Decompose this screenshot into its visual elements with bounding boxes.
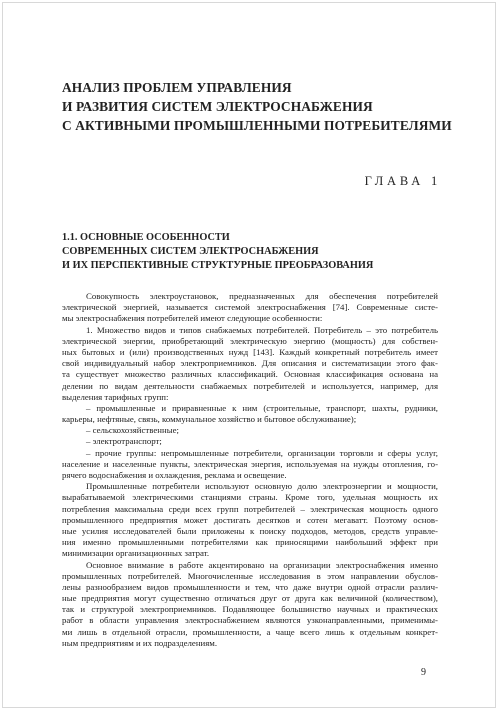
body-text	[62, 291, 438, 649]
text-line: выделения тарифных групп:	[62, 391, 169, 402]
text-line: – промышленные и приравненные к ним (строительные, транспорт, шахты, рудники,	[86, 402, 438, 413]
text-line: ным предприятиям и их подразделениям.	[62, 637, 218, 648]
section-title-line: 1.1. ОСНОВНЫЕ ОСОБЕННОСТИ	[62, 232, 230, 243]
text-line: промышленных потребителей. Многочисленные исследования в этом направлении обуслов-	[62, 570, 438, 581]
text-line: промышленного предприятия может достигать десятков и сотен мегаватт. Поэтому основ-	[62, 514, 438, 525]
text-line: 1. Множество видов и типов снабжаемых потребителей. Потребитель – это потребитель	[86, 324, 438, 335]
text-line: население и населенные пункты, электрическая энергия, используемая на нужды отопления, го-	[62, 458, 438, 469]
chapter-title	[62, 78, 452, 135]
text-line: потребления максимальна среди всех групп потребителей – электрическая мощность одного	[62, 503, 438, 514]
text-line: та существует множество различных классификаций. Основная классификация основана на	[62, 369, 438, 380]
text-line: работ в области управления электроснабжением являются узконаправленными, применимы-	[62, 615, 438, 626]
text-line: свой индивидуальный набор электроприемников. Для описания и систематизации этого фак-	[62, 358, 438, 369]
text-line: так и структурой электроприемников. Подавляющее большинство научных и практических	[62, 604, 438, 615]
text-line: – электротранспорт;	[86, 436, 162, 447]
page-number: 9	[421, 667, 426, 678]
text-line: карьеры, нефтяные, связь, коммунальное хозяйство и бытовое обслуживание);	[62, 414, 357, 425]
text-line: делении по видам деятельности снабжаемых потребителей и используется, например, для	[62, 380, 438, 391]
text-line: минимизации организационных затрат.	[62, 548, 210, 559]
chapter-title-line: АНАЛИЗ ПРОБЛЕМ УПРАВЛЕНИЯ	[62, 80, 292, 95]
chapter-title-line: С АКТИВНЫМИ ПРОМЫШЛЕННЫМИ ПОТРЕБИТЕЛЯМИ	[62, 118, 452, 133]
text-line: Основное внимание в работе акцентировано на организации электроснабжения именно	[86, 559, 438, 570]
section-title	[62, 231, 442, 273]
text-line: Совокупность электроустановок, предназначенных для обеспечения потребителей	[86, 291, 438, 301]
text-line: ми лишь в отдельной отрасли, промышленности, а чаще всего лишь к отдельным конкрет-	[62, 626, 438, 637]
text-line: рячего водоснабжения и охлаждения, реклама и освещение.	[62, 470, 287, 480]
chapter-label: ГЛАВА 1	[364, 174, 441, 188]
text-line: электрической энергией, называется системой электроснабжения [74]. Современные систе-	[62, 302, 438, 313]
text-line: – сельскохозяйственные;	[86, 425, 179, 436]
section-title-line: СОВРЕМЕННЫХ СИСТЕМ ЭЛЕКТРОСНАБЖЕНИЯ	[62, 246, 319, 257]
text-line: вырабатываемой электрическими станциями страны. Кроме того, удельная мощность их	[62, 492, 438, 503]
section-title-line: И ИХ ПЕРСПЕКТИВНЫЕ СТРУКТУРНЫЕ ПРЕОБРАЗОВАНИЯ	[62, 260, 374, 271]
text-line: – прочие группы: непромышленные потребители, организации торговли и сферы услуг,	[86, 447, 438, 458]
text-line: ные усилия исследователей были приложены к поиску подходов, методов, средств управле-	[62, 525, 438, 536]
text-line: ния именно промышленными потребителями как приносящими наибольший эффект при	[62, 537, 438, 548]
text-line: электрической энергии, приобретающий электрическую энергию (мощность) для собствен-	[62, 335, 438, 346]
chapter-title-line: И РАЗВИТИЯ СИСТЕМ ЭЛЕКТРОСНАБЖЕНИЯ	[62, 99, 373, 114]
text-line: ные предприятия могут существенно отличаться друг от друга как величиной (количеством),	[62, 593, 438, 604]
text-line: ных бытовых и (или) производственных нужд [143]. Каждый конкретный потребитель имеет	[62, 346, 438, 357]
text-line: лены разнообразием видов промышленности и тем, что даже внутри одной отрасли различ-	[62, 581, 438, 592]
text-line: мы электроснабжения потребителей имеют следующие особенности:	[62, 313, 323, 324]
text-line: Промышленные потребители используют основную долю электроэнергии и мощности,	[86, 481, 438, 492]
